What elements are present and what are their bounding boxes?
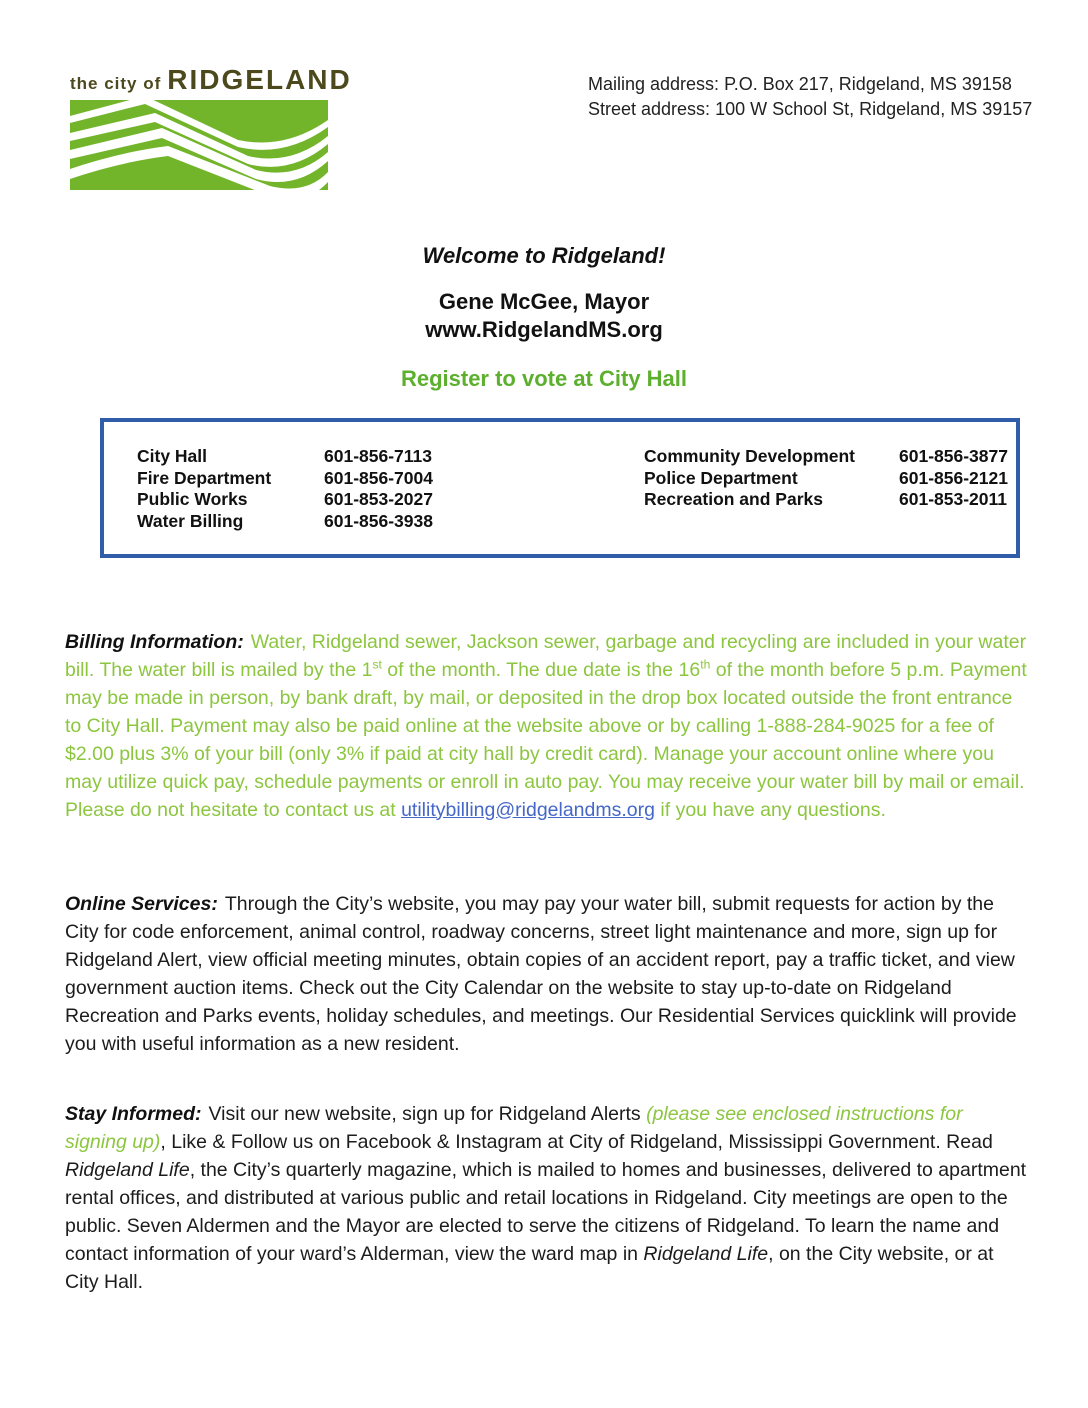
ordinal-superscript: th [700,657,711,671]
magazine-title: Ridgeland Life [65,1158,190,1181]
department-name: Water Billing [137,510,244,531]
utility-billing-email-link[interactable]: utilitybilling@ridgelandms.org [401,798,655,821]
magazine-title: Ridgeland Life [643,1242,769,1265]
department-name: Fire Department [137,467,272,488]
logo-wordmark [70,64,352,96]
stay-informed-label: Stay Informed: [65,1102,202,1125]
phone-number: 601-856-3877 [899,446,1008,466]
billing-text: of the month. The due date is the 16 [381,658,701,681]
billing-information-paragraph [65,628,1027,824]
phone-directory-right-column [644,446,1008,511]
phone-directory-left-column [137,446,433,532]
online-services-text: Through the City’s website, you may pay your water bill, submit requests for action by the City for code enforcement, animal control, roadway concerns, street light maintenance and more, sign up for Ridgeland Alert, view official meeting minutes, obtain copies of an accident report, pay a traffic ticket, and view government auction items. Check out the City Calendar on the website to stay up-to-date on Ridgeland Recreation and Parks events, holiday schedules, and meetings. Our Residential Services quicklink will provide you with useful information as a new resident. [65,892,1017,1055]
stay-informed-text: Visit our new website, sign up for Ridgeland Alerts [208,1102,647,1125]
billing-text: Water, Ridgeland sewer, Jackson sewer, garbage and recycling are included in your water bill. The water bill is mailed by the 1 [65,630,1027,681]
address-block [588,72,1032,122]
phone-number: 601-853-2011 [899,489,1008,509]
phone-row [137,511,433,533]
welcome-heading: Welcome to Ridgeland! [422,243,666,268]
mayor-name: Gene McGee, Mayor [438,289,650,314]
department-name: Police Department [644,467,798,488]
stay-informed-text: , on the City website, or at City Hall. [65,1242,994,1293]
ordinal-superscript: st [372,657,382,671]
phone-number: 601-856-7004 [324,467,433,488]
phone-row [137,446,433,468]
phone-row [644,468,1008,490]
department-name: City Hall [137,446,208,466]
phone-row [644,446,1008,468]
online-services-paragraph [65,890,1027,1058]
stay-informed-text: , Like & Follow us on Facebook & Instagram at City of Ridgeland, Mississippi Government. Read [160,1130,993,1153]
billing-text: if you have any questions. [654,798,886,821]
website-url: www.RidgelandMS.org [425,317,663,342]
department-name: Public Works [137,489,248,509]
logo-city-name: RIDGELAND [167,64,352,95]
mailing-address: Mailing address: P.O. Box 217, Ridgeland, MS 39158 [588,74,1012,94]
phone-directory-box [100,418,1020,558]
billing-label: Billing Information: [65,630,244,653]
phone-number: 601-856-2121 [899,467,1008,488]
phone-number: 601-856-7113 [324,446,433,466]
department-name: Recreation and Parks [644,489,823,509]
logo-prefix-text: the city of [70,74,162,93]
stay-informed-paragraph [65,1100,1027,1296]
enclosed-instructions-note: (please see enclosed instructions for signing up) [65,1102,963,1153]
phone-row [644,489,1008,511]
department-name: Community Development [644,446,855,466]
online-services-label: Online Services: [65,892,218,915]
street-address: Street address: 100 W School St, Ridgeland, MS 39157 [588,99,1033,119]
register-to-vote-heading: Register to vote at City Hall [400,366,688,391]
phone-row [137,468,433,490]
phone-number: 601-856-3938 [324,510,433,531]
phone-row [137,489,433,511]
billing-text: of the month before 5 p.m. Payment may be made in person, by bank draft, by mail, or deposited in the drop box located outside the front entrance to City Hall. Payment may also be paid online at the website above or by calling 1-888-284-9025 for a fee of $2.00 plus 3% of your bill (only 3% if paid at city hall by credit card). Manage your account online where you may utilize quick pay, schedule payments or enroll in auto pay. You may receive your water bill by mail or email. Please do not hesitate to contact us at [65,658,1027,821]
phone-number: 601-853-2027 [324,489,433,509]
ridgeland-waves-icon [70,100,328,190]
city-logo [70,64,352,190]
stay-informed-text: , the City’s quarterly magazine, which is mailed to homes and businesses, delivered to apartment rental offices, and distributed at various public and retail locations in Ridgeland. City meetings are open to the public. Seven Aldermen and the Mayor are elected to serve the citizens of Ridgeland. To learn the name and contact information of your ward’s Alderman, view the ward map in [65,1158,1027,1265]
